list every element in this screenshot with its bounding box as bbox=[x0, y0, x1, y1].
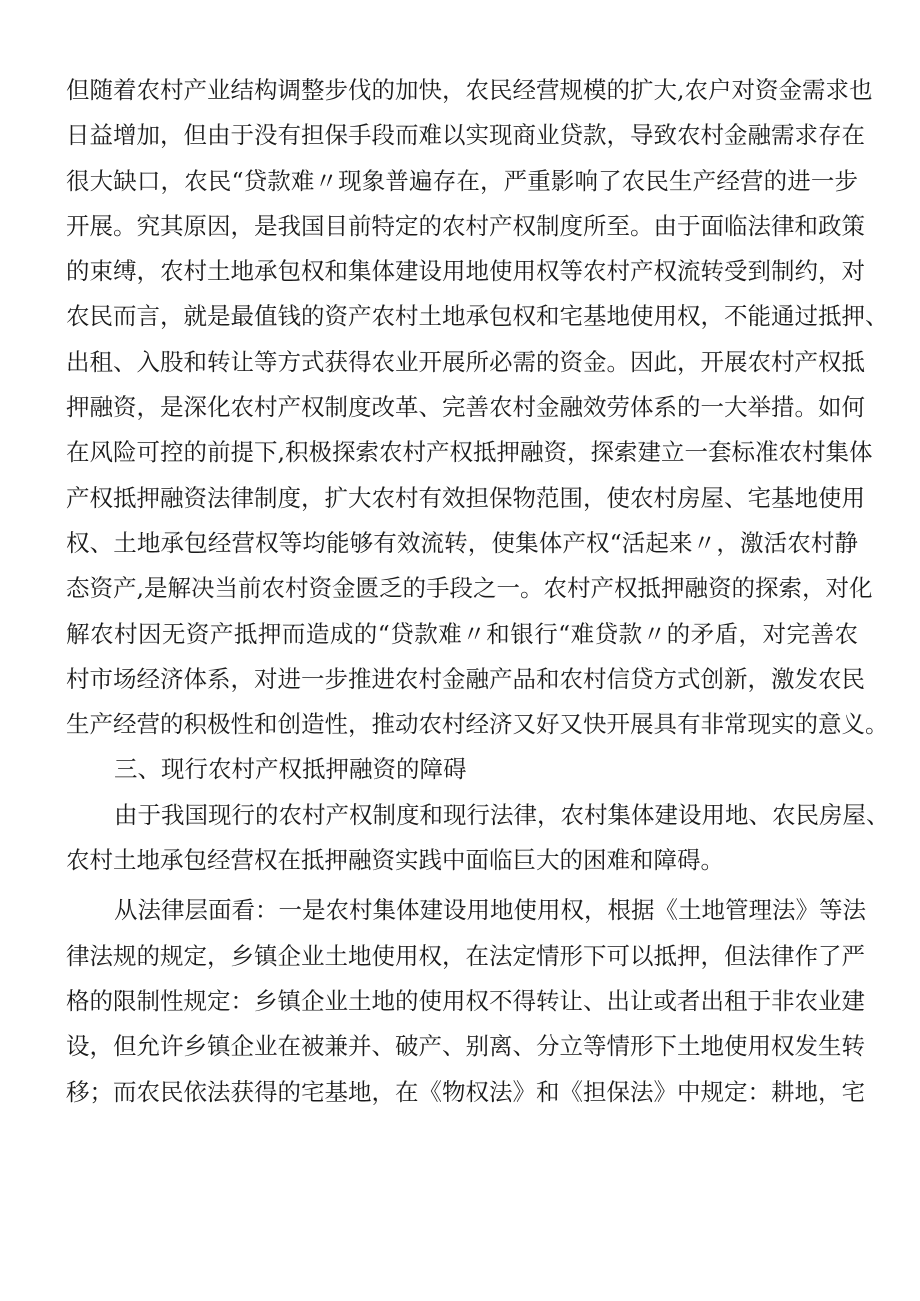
text-line: 设，但允许乡镇企业在被兼并、破产、别离、分立等情形下土地使用权发生转 bbox=[66, 1032, 865, 1061]
section-heading-text: 三、现行农村产权抵押融资的障碍 bbox=[114, 755, 467, 784]
section-heading bbox=[66, 747, 858, 792]
text-line: 出租、入股和转让等方式获得农业开展所必需的资金。因此，开展农村产权抵 bbox=[66, 347, 865, 376]
text-line: 开展。究其原因，是我国目前特定的农村产权制度所至。由于面临法律和政策 bbox=[66, 211, 865, 240]
text-line: 权、土地承包经营权等均能够有效流转，使集体产权“活起来〃，激活农村静 bbox=[66, 528, 858, 557]
text-line: 生产经营的积极性和创造性，推动农村经济又好又快开展具有非常现实的意义。 bbox=[66, 710, 889, 739]
text-line: 日益增加，但由于没有担保手段而难以实现商业贷款，导致农村金融需求存在 bbox=[66, 121, 865, 150]
text-line: 村市场经济体系，对进一步推进农村金融产品和农村信贷方式创新，激发农民 bbox=[66, 664, 865, 693]
paragraph-rural-finance-demand bbox=[66, 68, 889, 747]
paragraph-obstacles-intro bbox=[66, 793, 890, 884]
text-line: 农村土地承包经营权在抵押融资实践中面临巨大的困难和障碍。 bbox=[66, 846, 724, 875]
text-line: 解农村因无资产抵押而造成的“贷款难〃和银行“难贷款〃的矛盾，对完善农 bbox=[66, 619, 858, 648]
text-line: 的束缚，农村土地承包权和集体建设用地使用权等农村产权流转受到制约，对 bbox=[66, 257, 865, 286]
text-line: 在风险可控的前提下,积极探索农村产权抵押融资，探索建立一套标准农村集体 bbox=[66, 438, 873, 467]
text-line: 很大缺口，农民“贷款难〃现象普遍存在，严重影响了农民生产经营的进一步 bbox=[66, 166, 858, 195]
text-line: 从法律层面看：一是农村集体建设用地使用权，根据《土地管理法》等法 bbox=[114, 896, 866, 925]
text-line: 律法规的规定，乡镇企业土地使用权，在法定情形下可以抵押，但法律作了严 bbox=[66, 941, 865, 970]
text-line: 农民而言，就是最值钱的资产农村土地承包权和宅基地使用权，不能通过抵押、 bbox=[66, 302, 889, 331]
text-line: 格的限制性规定：乡镇企业土地的使用权不得转让、出让或者出租于非农业建 bbox=[66, 986, 865, 1015]
text-line: 移；而农民依法获得的宅基地，在《物权法》和《担保法》中规定：耕地，宅 bbox=[66, 1077, 865, 1106]
text-line: 产权抵押融资法律制度，扩大农村有效担保物范围，使农村房屋、宅基地使用 bbox=[66, 483, 865, 512]
document-body bbox=[66, 68, 890, 1115]
paragraph-legal-perspective bbox=[66, 888, 866, 1114]
text-line: 态资产,是解决当前农村资金匮乏的手段之一。农村产权抵押融资的探索，对化 bbox=[66, 574, 873, 603]
text-line: 但随着农村产业结构调整步伐的加快，农民经营规模的扩大,农户对资金需求也 bbox=[66, 76, 873, 104]
text-line: 由于我国现行的农村产权制度和现行法律，农村集体建设用地、农民房屋、 bbox=[114, 800, 890, 829]
text-line: 押融资，是深化农村产权制度改革、完善农村金融效劳体系的一大举措。如何 bbox=[66, 393, 865, 422]
